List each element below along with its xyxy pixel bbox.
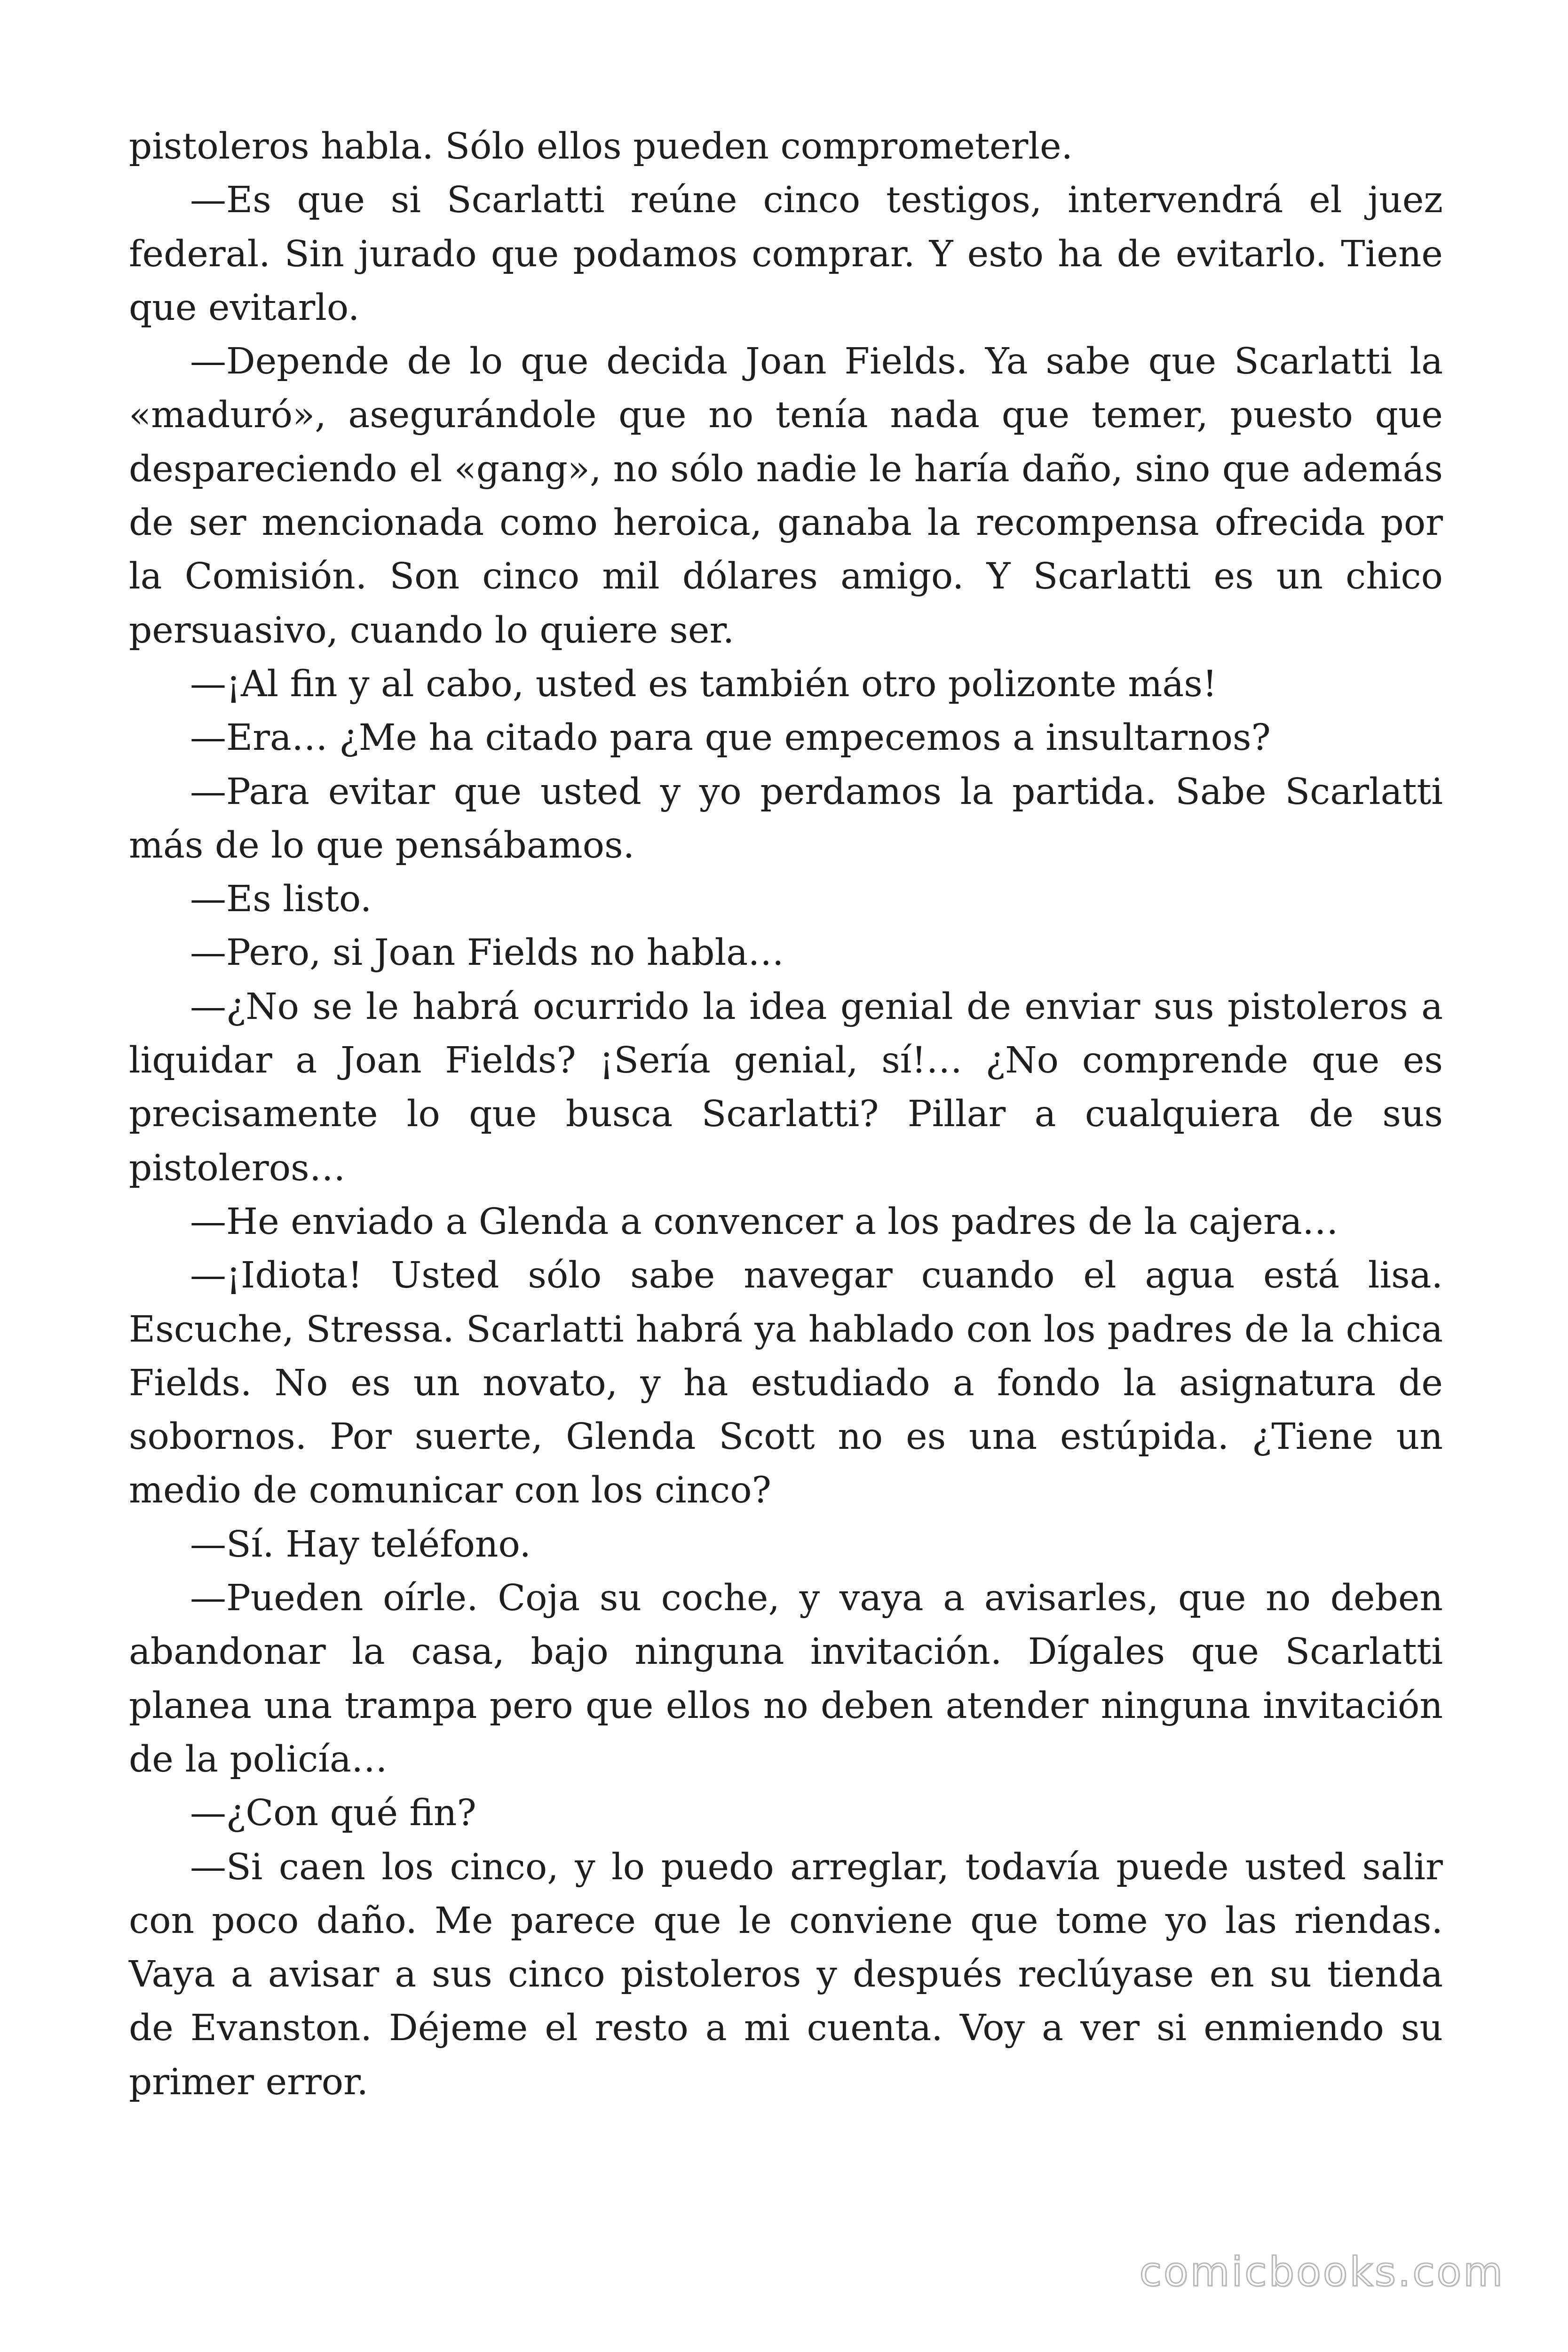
paragraph: —¡Idiota! Usted sólo sabe navegar cuando el agua está lisa. Escuche, Stressa. Scarlatti habrá ya hablado con los padres de la chica Fields. No es un novato, y ha estudiado a fondo la asignatura de sobornos. Por suerte, Glenda Scott no es una estúpida. ¿Tiene un medio de comunicar con los cinco? [129,1255,1443,1512]
paragraph: —Es que si Scarlatti reúne cinco testigos, intervendrá el juez federal. Sin jurado que podamos comprar. Y esto ha de evitarlo. Tiene que evitarlo. [129,179,1443,329]
paragraph: —Para evitar que usted y yo perdamos la partida. Sabe Scarlatti más de lo que pensábamos. [129,771,1443,866]
paragraph: —Depende de lo que decida Joan Fields. Ya sabe que Scarlatti la «maduró», asegurándole que no tenía nada que temer, puesto que despareciendo el «gang», no sólo nadie le haría daño, sino que además de ser mencionada como heroica, ganaba la recompensa ofrecida por la Comisión. Son cinco mil dólares amigo. Y Scarlatti es un chico persuasivo, cuando lo quiere ser. [129,341,1443,652]
paragraph: —Es listo. [190,878,372,921]
paragraph: —Era… ¿Me ha citado para que empecemos a insultarnos? [190,717,1271,759]
paragraph: —Sí. Hay teléfono. [190,1523,531,1565]
paragraph: pistoleros habla. Sólo ellos pueden comprometerle. [129,126,1073,167]
site-watermark: comicbooks.com [1139,2249,1505,2296]
paragraph: —Si caen los cinco, y lo puedo arreglar, todavía puede usted salir con poco daño. Me parece que le conviene que tome yo las riendas. Vaya a avisar a sus cinco pistoleros y después reclúyase en su tienda de Evanston. Déjeme el resto a mi cuenta. Voy a ver si enmiendo su primer error. [129,1846,1443,2103]
paragraph: —Pero, si Joan Fields no habla… [190,932,784,974]
paragraph: —Pueden oírle. Coja su coche, y vaya a avisarles, que no deben abandonar la casa, bajo ninguna invitación. Dígales que Scarlatti planea una trampa pero que ellos no deben atender ninguna invitación de la policía… [129,1577,1443,1780]
paragraph: —¿No se le habrá ocurrido la idea genial de enviar sus pistoleros a liquidar a Joan Fields? ¡Sería genial, sí!… ¿No comprende que es precisamente lo que busca Scarlatti? Pillar a cualquiera de sus pistoleros… [129,985,1443,1189]
paragraph: —He enviado a Glenda a convencer a los padres de la cajera… [190,1200,1338,1243]
paragraph: —¿Con qué fin? [190,1792,476,1835]
paragraph: —¡Al fin y al cabo, usted es también otro polizonte más! [190,663,1217,705]
body-text [129,120,1443,2109]
